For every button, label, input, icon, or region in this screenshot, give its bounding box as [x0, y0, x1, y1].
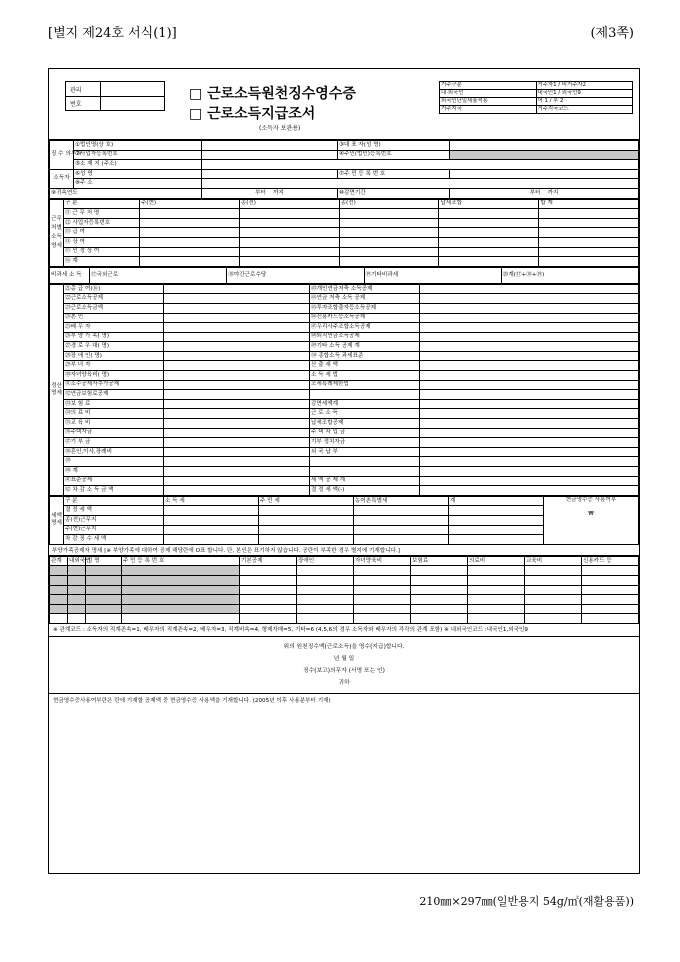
- settle-left-label: ㉜연금보험료공제: [64, 390, 164, 400]
- settle-left-label: ㊴: [64, 457, 164, 467]
- family-row: [50, 575, 639, 585]
- settlement-table: [49, 284, 639, 496]
- settle-left-label: ㉒근로소득공제: [64, 294, 164, 304]
- cell: ⑨귀속연도: [50, 188, 202, 198]
- cell: 결 정 세 액: [64, 506, 164, 516]
- payer-group: 징 수 의무자: [50, 141, 74, 170]
- signature-block: [49, 637, 639, 694]
- settle-right-label: ㊽퇴직연금소득공제: [310, 332, 420, 342]
- settle-left-label: ㊲기 부 금: [64, 438, 164, 448]
- settle-right-label: 조세특례제한법: [310, 380, 420, 390]
- cell: ⑯ 계: [64, 257, 140, 267]
- settle-right-label: ㊹연금 저축 소득 공제: [310, 294, 420, 304]
- settle-right-label: 결 정 세 액(-): [310, 486, 420, 496]
- cell: 거주자1 / 비거주자2: [536, 82, 633, 90]
- settle-left-label: ㊱주택자금: [64, 428, 164, 438]
- cell: ⑲기타비과세: [364, 267, 501, 283]
- cell: 의료비: [468, 556, 525, 566]
- cell: ③대 표 자(성 명): [338, 141, 450, 151]
- settle-left-label: ㊳혼인,이사,장례비: [64, 447, 164, 457]
- form-header: [48, 22, 634, 40]
- cell: 구 분: [64, 496, 164, 506]
- settle-right-label: 기부 정치자금: [310, 438, 420, 448]
- management-number-box: [65, 81, 165, 111]
- cell: ①법인명(상 호): [74, 141, 202, 151]
- page-number: (제3쪽): [590, 26, 634, 41]
- sign-line-4: 귀하: [338, 679, 350, 686]
- cell: 거주구분: [440, 82, 537, 90]
- paper-spec: 210㎜×297㎜(일반용지 54g/㎡(재활용품)): [419, 895, 634, 908]
- cell: ⑤소 재 지 (주소): [74, 160, 202, 170]
- cell: 자녀양육비: [354, 556, 411, 566]
- family-row: [50, 566, 639, 576]
- settle-left-label: ㉟교 육 비: [64, 419, 164, 429]
- form-title-area: [49, 69, 639, 140]
- settle-right-label: ㊻신용카드등소득공제: [310, 313, 420, 323]
- mgmt-label-1: 관리: [70, 87, 82, 94]
- settle-left-label: ㉞의 료 비: [64, 409, 164, 419]
- cell: 부터: [255, 189, 266, 196]
- payer-earner-table: [49, 140, 639, 199]
- cell: 주 민 세: [259, 496, 354, 506]
- settle-left-label: ㉛소수공제자추가공제: [64, 380, 164, 390]
- cell: 거주지국: [440, 106, 537, 114]
- cell: 농어촌특별세: [354, 496, 449, 506]
- title-payment-statement: □ 근로소득지급조서: [189, 106, 316, 122]
- cell: 여 1 / 부 2: [536, 98, 633, 106]
- settle-left-label: ㉚자녀양육비( 명): [64, 371, 164, 381]
- cell: 까지: [273, 189, 284, 196]
- cell: 신용카드 등: [582, 556, 639, 566]
- cell: 주 민 등 록 번 호: [122, 556, 240, 566]
- nontax-table: [49, 267, 639, 284]
- cell: ⑫ 사업자등록번호: [64, 218, 140, 228]
- cell: ⑮ 인 정 상 여: [64, 247, 140, 257]
- cell: 부터: [529, 189, 541, 196]
- family-row: [50, 604, 639, 614]
- settle-left-label: ㉓근로소득금액: [64, 303, 164, 313]
- settle-right-label: ㊾기타 소득 공제 계: [310, 342, 420, 352]
- settle-left-label: ㉖부 양 가 족( 명): [64, 332, 164, 342]
- cell: ⑱야간근로수당: [227, 267, 364, 283]
- cell: ⑩감면기간: [338, 188, 450, 198]
- cell: 주(현)근무지: [64, 525, 164, 535]
- settle-left-label: ㉑총 급 여(⑯): [64, 284, 164, 294]
- cell: 장애인: [297, 556, 354, 566]
- cell: 종(전): [239, 199, 339, 209]
- settle-right-label: ㊼우리사주조합소득공제: [310, 323, 420, 333]
- cell: ②사업자등록번호: [74, 150, 202, 160]
- mgmt-label-2: 번호: [70, 101, 82, 108]
- settle-right-label: [310, 390, 420, 400]
- cell: 합 계: [539, 199, 639, 209]
- cash-receipt-usage: 현금영수증 사용여부: [565, 496, 617, 503]
- cell: 보험료: [411, 556, 468, 566]
- cell: 계: [449, 496, 544, 506]
- cell: ⑦주 민 등 록 번 호: [338, 169, 450, 179]
- settle-left-label: ㉕배 우 자: [64, 323, 164, 333]
- cell: 기본공제: [240, 556, 297, 566]
- cell: ④주민(법인)등록번호: [338, 150, 450, 160]
- residency-box: [439, 81, 633, 114]
- cell: 교육비: [525, 556, 582, 566]
- settle-left-label: ㊷ 차 감 소 득 금 액: [64, 486, 164, 496]
- cell: 종(전)근무지: [64, 515, 164, 525]
- cell: 관계: [50, 556, 68, 566]
- settle-left-label: ㉗경 로 우 대( 명): [64, 342, 164, 352]
- settle-left-label: ㉔본 인: [64, 313, 164, 323]
- settle-left-label: ㊶표준공제: [64, 476, 164, 486]
- cell: 거주지국코드: [536, 106, 633, 114]
- settle-right-label: [310, 467, 420, 477]
- settle-right-label: 근 로 소 득: [310, 409, 420, 419]
- sign-line-1: 위의 원천징수액(근로소득)을 영수(지급)합니다.: [283, 643, 405, 650]
- work-group: 근무처별소득명세: [50, 199, 64, 266]
- settle-right-label: [310, 457, 420, 467]
- settle-right-label: ㊸개인연금저축 소득공제: [310, 284, 420, 294]
- cell: ⑳계(⑰+⑱+⑲): [501, 267, 638, 283]
- settle-right-label: 소 득 세 법: [310, 371, 420, 381]
- cell: 납세조합: [439, 199, 539, 209]
- earner-group: 소득자: [50, 169, 74, 188]
- cell: 내·외국인: [440, 90, 537, 98]
- settle-left-label: ㉝보 험 료: [64, 399, 164, 409]
- cell: ⑧주 소: [74, 179, 202, 189]
- sign-line-2: 년 월 일: [333, 655, 355, 662]
- cell: 구 분: [64, 199, 140, 209]
- title-receipt: □ 근로소득원천징수영수증: [189, 86, 356, 102]
- cell: ⑰국외근로: [90, 267, 227, 283]
- settle-right-label: 산 출 세 액: [310, 361, 420, 371]
- cell: 종(전): [339, 199, 439, 209]
- tax-table: [49, 496, 639, 545]
- settle-right-label: 외 국 납 부: [310, 447, 420, 457]
- settlement-group: 정산명세: [50, 284, 64, 495]
- cell: ⑥성 명: [74, 169, 202, 179]
- settle-left-label: ㉙부 녀 자: [64, 361, 164, 371]
- settle-right-label: 주 택 차 입 금: [310, 428, 420, 438]
- cell: 내국인1 / 외국인9: [536, 90, 633, 98]
- won-mark: ₩: [588, 510, 594, 517]
- family-title: 부양가족공제자 명세 [※ 부양가족에 대하여 공제 해당란에 O표 합니다. 단, 본인은 표기하지 않습니다. 공란이 부족한 경우 별지에 기재합니다.]: [49, 545, 639, 556]
- cell: 외국인단일세율적용: [440, 98, 537, 106]
- cell: ⑪ 근 무 처 명: [64, 209, 140, 219]
- cell: 소 득 세: [164, 496, 259, 506]
- cell: 비과세 소 득: [50, 267, 90, 283]
- settle-right-label: ㊿ 종합소득 과세표준: [310, 351, 420, 361]
- cell: ⑭ 상 여: [64, 237, 140, 247]
- cell: 내외국인: [68, 556, 86, 566]
- cell: 주(현): [140, 199, 240, 209]
- cell: 성 명: [86, 556, 122, 566]
- cell: 차 감 징 수 세 액: [64, 535, 164, 545]
- footnote: 현금영수증사용여부란은 란에 기재할 공제액 중 현금영수증 사용액을 기재합니다. (2005년 이후 사용분부터 기재): [53, 697, 331, 704]
- family-row: [50, 595, 639, 605]
- settle-right-label: 감면세액계: [310, 399, 420, 409]
- settle-left-label: ㊵ 계: [64, 467, 164, 477]
- settle-left-label: ㉘장 애 인( 명): [64, 351, 164, 361]
- form-number: [별지 제24호 서식(1)]: [48, 26, 177, 41]
- family-row: [50, 614, 639, 624]
- sign-line-3: 징수(보고)의무자 (서명 또는 인): [303, 667, 385, 674]
- settle-right-label: 세 액 공 제 계: [310, 476, 420, 486]
- workplace-income-table: [49, 199, 639, 267]
- family-row: [50, 585, 639, 595]
- settle-right-label: 납세조합공제: [310, 419, 420, 429]
- settle-right-label: ㊺투자조합출자등소득공제: [310, 303, 420, 313]
- cell: 까지: [547, 189, 559, 196]
- family-table: [49, 556, 639, 624]
- withholding-receipt-form: [48, 68, 640, 874]
- earner-copy-label: (소득자 보관용): [259, 125, 301, 132]
- cell: ⑬ 급 여: [64, 228, 140, 238]
- relation-code-note: ※ 관계코드 : 소득자의 직계존속=1, 배우자의 직계존속=2, 배우자=3, 직계비속=4, 형제자매=5, 기타=6 (4,5,6의 경우 소득자와 배우자의 각각의 관계 포함) ※ 내외국인코드 :내국인1,외국인9: [49, 624, 639, 637]
- tax-group: 세액명세: [50, 496, 64, 544]
